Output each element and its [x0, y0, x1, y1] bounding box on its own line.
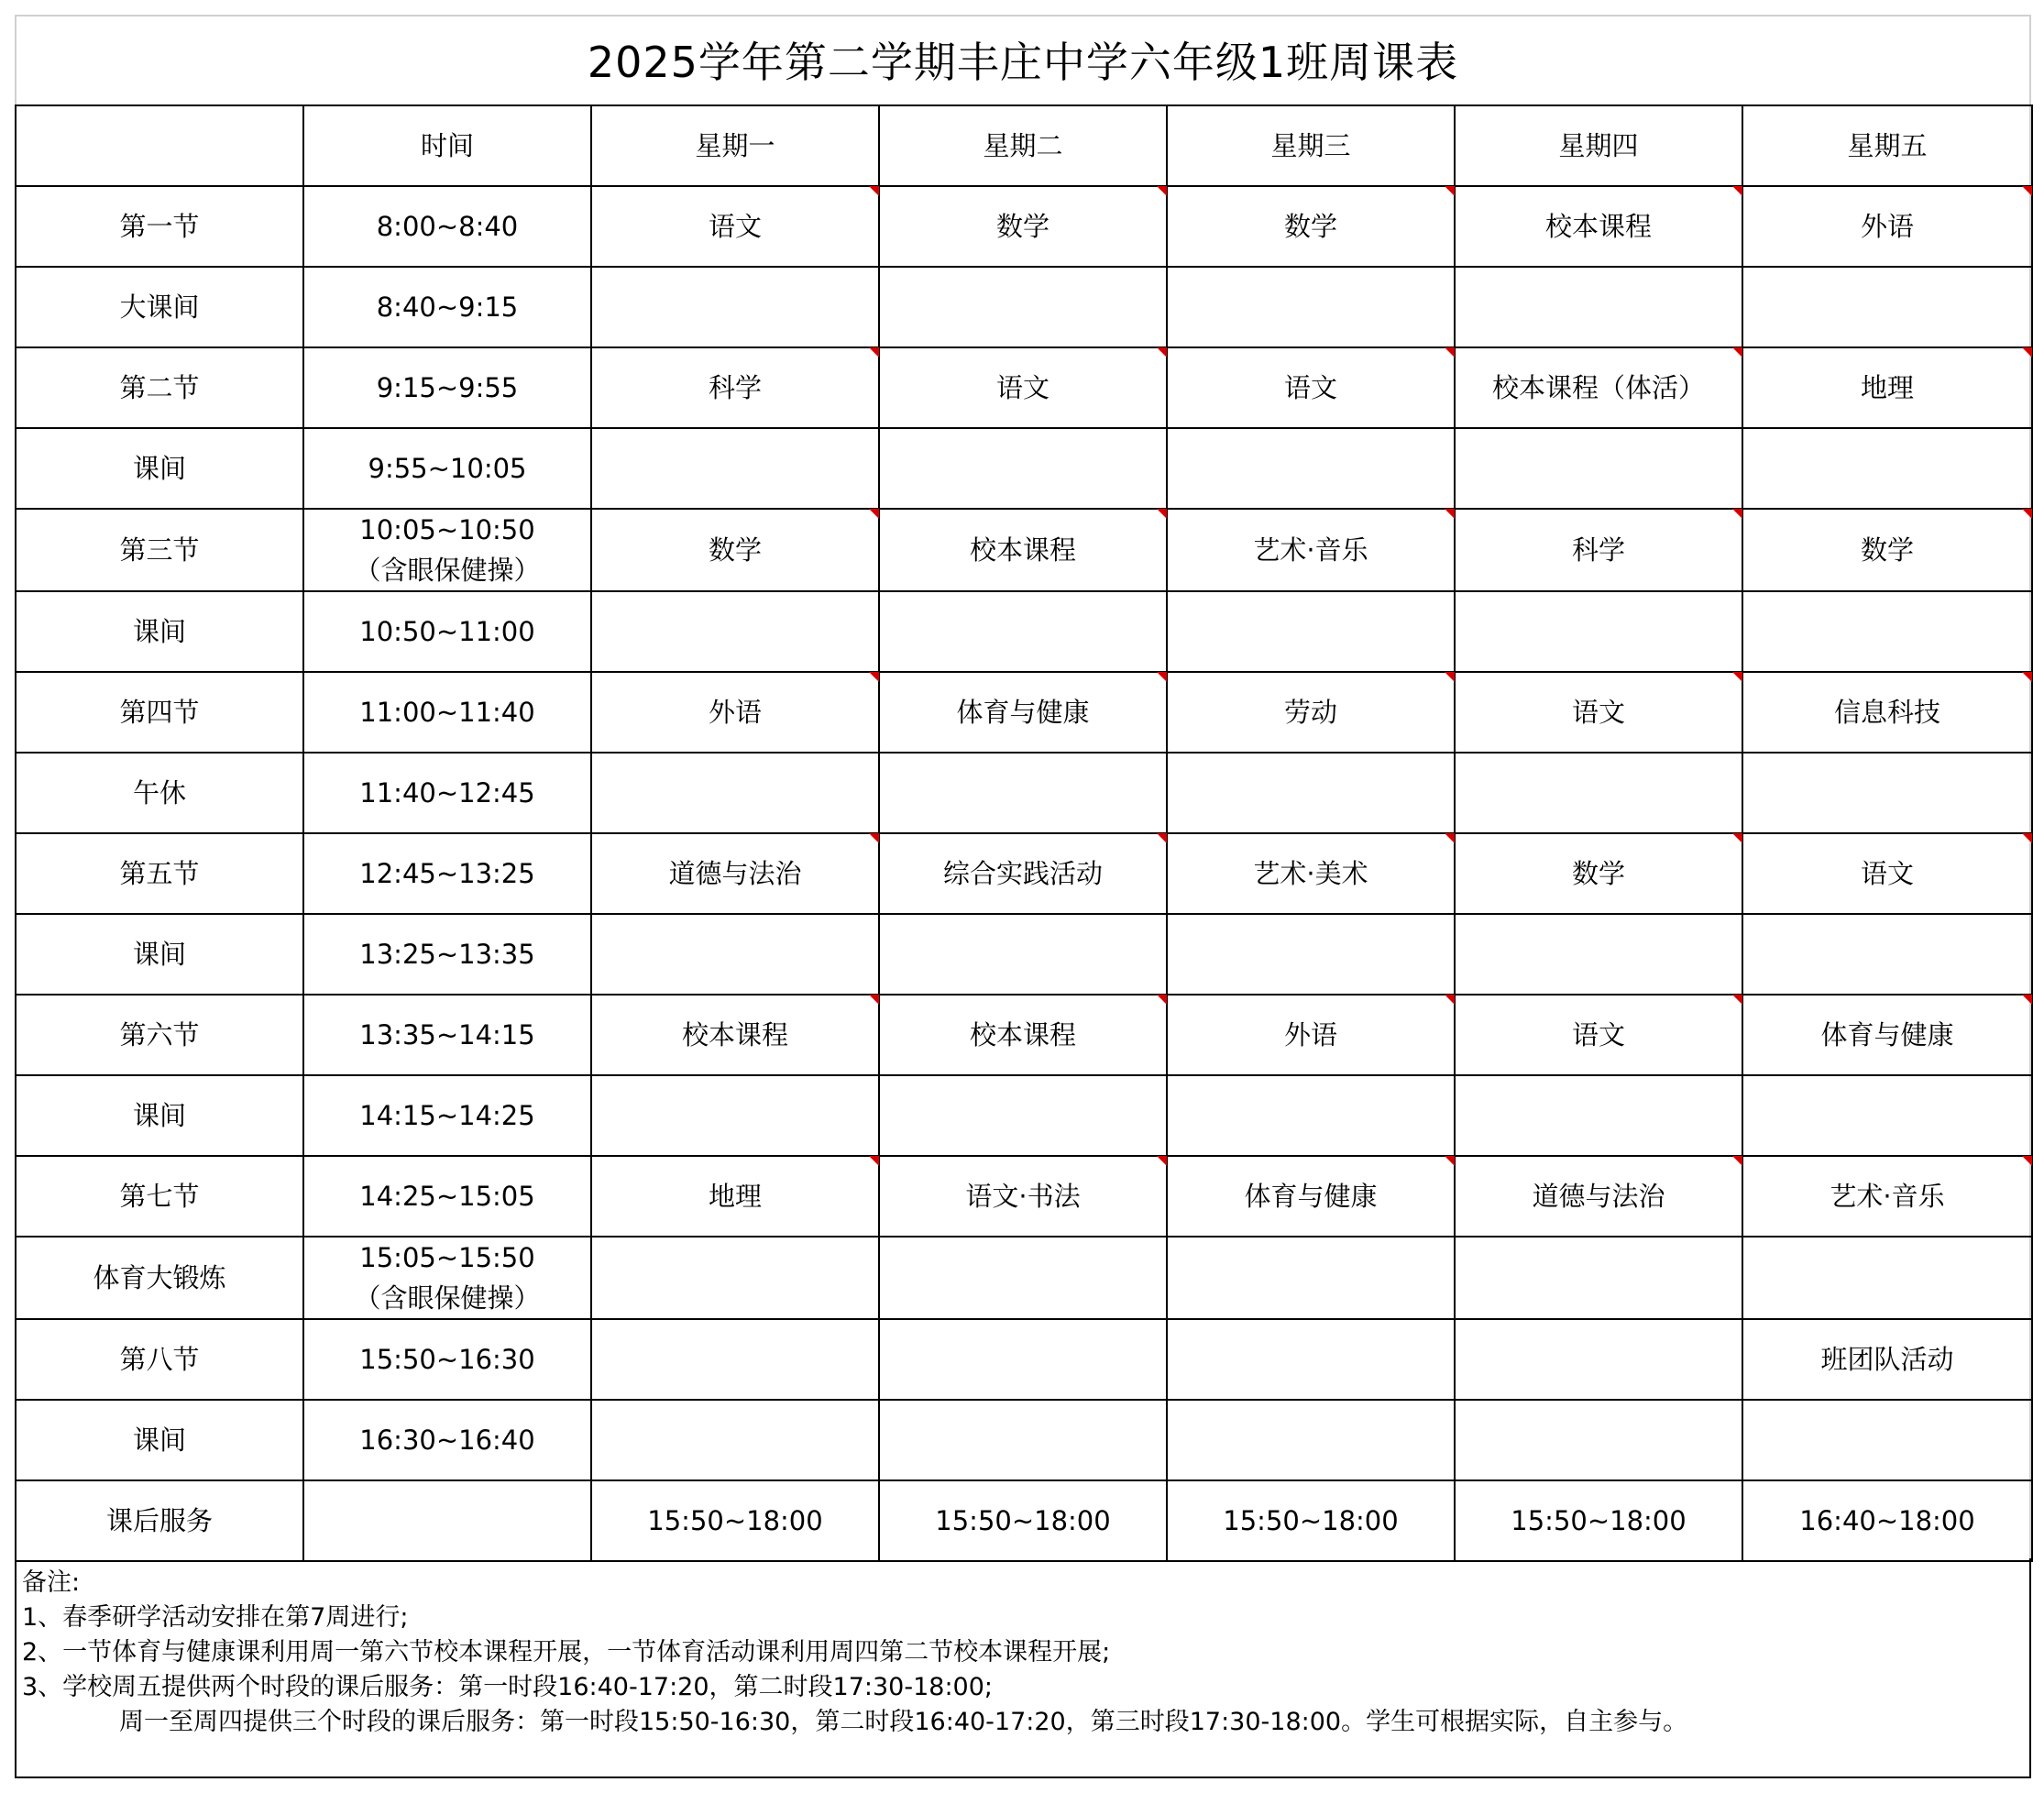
time-cell[interactable] [303, 1400, 591, 1480]
course-text: 语文 [1571, 1019, 1625, 1050]
course-cell[interactable] [879, 672, 1167, 753]
period-label-cell[interactable]: 课间 [16, 1400, 303, 1480]
table-row [16, 186, 2032, 267]
course-cell[interactable] [1742, 753, 2032, 833]
course-cell[interactable] [1742, 428, 2032, 509]
course-cell[interactable] [879, 1400, 1167, 1480]
course-cell[interactable] [1742, 1319, 2032, 1400]
course-cell[interactable] [591, 1156, 879, 1237]
time-range: 11:00~11:40 [359, 697, 535, 728]
course-cell[interactable] [1742, 995, 2032, 1075]
table-row [16, 914, 2032, 995]
table-row [16, 1319, 2032, 1400]
time-range: 10:50~11:00 [359, 616, 535, 647]
comment-marker-icon[interactable] [1157, 347, 1167, 358]
course-text: 艺术·美术 [1253, 858, 1368, 889]
course-text: 劳动 [1283, 697, 1337, 728]
course-cell[interactable] [1742, 672, 2032, 753]
course-cell[interactable] [1455, 267, 1742, 347]
page-title: 2025学年第二学期丰庄中学六年级1班周课表 [587, 38, 1459, 87]
time-range: 9:55~10:05 [368, 453, 527, 484]
time-range: 12:45~13:25 [359, 858, 535, 889]
course-cell[interactable] [1742, 591, 2032, 672]
course-cell[interactable] [1455, 186, 1742, 267]
course-cell[interactable] [591, 995, 879, 1075]
table-row [16, 347, 2032, 428]
comment-marker-icon[interactable] [2022, 995, 2032, 1005]
course-cell[interactable] [1167, 1480, 1455, 1561]
course-cell[interactable] [879, 995, 1167, 1075]
course-text: 数学 [1283, 211, 1337, 242]
table-row [16, 1400, 2032, 1480]
time-range: 9:15~9:55 [376, 372, 519, 403]
course-text: 艺术·音乐 [1253, 534, 1368, 566]
time-cell[interactable] [303, 1075, 591, 1156]
course-text: 语文 [1571, 697, 1625, 728]
period-label-cell[interactable]: 体育大锻炼 [16, 1237, 303, 1319]
course-text: 校本课程（体活） [1491, 372, 1705, 403]
course-text: 艺术·音乐 [1830, 1181, 1945, 1212]
comment-marker-icon[interactable] [869, 995, 879, 1005]
course-cell[interactable] [1742, 833, 2032, 914]
header-cell-monday[interactable]: 星期一 [591, 105, 879, 186]
course-text: 语文 [708, 211, 762, 242]
comment-marker-icon[interactable] [1445, 186, 1455, 196]
table-row [16, 1480, 2032, 1561]
course-cell[interactable] [1167, 1075, 1455, 1156]
course-cell[interactable] [1742, 1075, 2032, 1156]
notes-line-3: 3、学校周五提供两个时段的课后服务：第一时段16:40-17:20，第二时段17:30-18:00; [22, 1673, 993, 1701]
table-row [16, 833, 2032, 914]
comment-marker-icon[interactable] [1445, 672, 1455, 682]
course-cell[interactable] [591, 347, 879, 428]
time-range: 11:40~12:45 [359, 777, 535, 808]
course-cell[interactable] [1455, 591, 1742, 672]
comment-marker-icon[interactable] [1157, 995, 1167, 1005]
header-cell-tuesday[interactable]: 星期二 [879, 105, 1167, 186]
comment-marker-icon[interactable] [869, 186, 879, 196]
table-row [16, 267, 2032, 347]
course-cell[interactable] [879, 509, 1167, 591]
time-range: 8:40~9:15 [376, 292, 519, 323]
course-cell[interactable] [1167, 672, 1455, 753]
course-text: 语文 [995, 372, 1049, 403]
time-cell[interactable] [303, 995, 591, 1075]
period-label-cell[interactable]: 大课间 [16, 267, 303, 347]
comment-marker-icon[interactable] [1157, 672, 1167, 682]
course-cell[interactable] [879, 914, 1167, 995]
table-row [16, 591, 2032, 672]
course-text: 15:50~18:00 [935, 1505, 1111, 1536]
header-cell-friday[interactable]: 星期五 [1742, 105, 2032, 186]
course-text: 地理 [708, 1181, 762, 1212]
time-range: 8:00~8:40 [376, 211, 519, 242]
comment-marker-icon[interactable] [1445, 833, 1455, 843]
period-label-cell[interactable]: 课间 [16, 591, 303, 672]
period-label-cell[interactable]: 第五节 [16, 833, 303, 914]
time-cell[interactable] [303, 1319, 591, 1400]
comment-marker-icon[interactable] [869, 672, 879, 682]
course-cell[interactable] [591, 833, 879, 914]
table-row [16, 753, 2032, 833]
course-text: 校本课程 [969, 534, 1076, 566]
course-cell[interactable] [1742, 1156, 2032, 1237]
course-text: 校本课程 [681, 1019, 788, 1050]
period-label-cell[interactable]: 课间 [16, 428, 303, 509]
course-cell[interactable] [879, 1480, 1167, 1561]
comment-marker-icon[interactable] [869, 1156, 879, 1166]
course-cell[interactable] [1455, 428, 1742, 509]
course-cell[interactable] [879, 1319, 1167, 1400]
comment-marker-icon[interactable] [1732, 995, 1742, 1005]
course-cell[interactable] [1167, 1319, 1455, 1400]
course-cell[interactable] [1742, 267, 2032, 347]
course-cell[interactable] [1167, 1400, 1455, 1480]
comment-marker-icon[interactable] [1732, 347, 1742, 358]
comment-marker-icon[interactable] [1445, 995, 1455, 1005]
period-label-cell[interactable]: 第七节 [16, 1156, 303, 1237]
course-text: 数学 [1860, 534, 1914, 566]
comment-marker-icon[interactable] [1732, 509, 1742, 519]
course-cell[interactable] [1167, 914, 1455, 995]
time-cell[interactable] [303, 267, 591, 347]
course-cell[interactable] [879, 1075, 1167, 1156]
time-cell[interactable] [303, 186, 591, 267]
course-cell[interactable] [879, 1237, 1167, 1319]
course-text: 道德与法治 [668, 858, 802, 889]
course-cell[interactable] [1167, 833, 1455, 914]
course-cell[interactable] [591, 1237, 879, 1319]
course-cell[interactable] [1455, 1237, 1742, 1319]
table-row [16, 672, 2032, 753]
course-text: 信息科技 [1833, 697, 1940, 728]
course-cell[interactable] [1167, 1237, 1455, 1319]
comment-marker-icon[interactable] [1445, 347, 1455, 358]
table-row [16, 995, 2032, 1075]
course-cell[interactable] [1455, 995, 1742, 1075]
table-row [16, 1156, 2032, 1237]
course-text: 语文·书法 [965, 1181, 1081, 1212]
notes-section[interactable] [15, 1558, 2031, 1778]
course-cell[interactable] [1167, 509, 1455, 591]
course-text: 体育与健康 [1820, 1019, 1954, 1050]
course-cell[interactable] [591, 753, 879, 833]
comment-marker-icon[interactable] [869, 347, 879, 358]
period-label-cell[interactable]: 课后服务 [16, 1480, 303, 1561]
course-cell[interactable] [1742, 914, 2032, 995]
comment-marker-icon[interactable] [869, 833, 879, 843]
course-cell[interactable] [591, 428, 879, 509]
comment-marker-icon[interactable] [1445, 1156, 1455, 1166]
course-cell[interactable] [1167, 591, 1455, 672]
course-cell[interactable] [1455, 1075, 1742, 1156]
time-cell[interactable] [303, 347, 591, 428]
comment-marker-icon[interactable] [2022, 186, 2032, 196]
comment-marker-icon[interactable] [1732, 186, 1742, 196]
course-cell[interactable] [1455, 753, 1742, 833]
course-text: 校本课程 [1544, 211, 1652, 242]
course-cell[interactable] [591, 186, 879, 267]
course-cell[interactable] [591, 672, 879, 753]
time-range: 15:50~16:30 [359, 1344, 535, 1375]
table-row [16, 428, 2032, 509]
comment-marker-icon[interactable] [2022, 509, 2032, 519]
course-text: 地理 [1860, 372, 1914, 403]
course-text: 数学 [708, 534, 762, 566]
course-text: 外语 [1283, 1019, 1337, 1050]
course-cell[interactable] [879, 753, 1167, 833]
course-cell[interactable] [879, 267, 1167, 347]
period-label-cell[interactable]: 课间 [16, 1075, 303, 1156]
time-note: （含眼保健操） [354, 1282, 541, 1314]
comment-marker-icon[interactable] [1732, 672, 1742, 682]
comment-marker-icon[interactable] [2022, 672, 2032, 682]
course-cell[interactable] [1455, 914, 1742, 995]
course-cell[interactable] [1167, 753, 1455, 833]
course-cell[interactable] [591, 1075, 879, 1156]
course-cell[interactable] [591, 1480, 879, 1561]
table-row [16, 1075, 2032, 1156]
course-cell[interactable] [1742, 509, 2032, 591]
course-text: 数学 [995, 211, 1049, 242]
time-cell[interactable] [303, 833, 591, 914]
course-cell[interactable] [879, 428, 1167, 509]
comment-marker-icon[interactable] [1157, 833, 1167, 843]
header-cell-wednesday[interactable]: 星期三 [1167, 105, 1455, 186]
time-note: （含眼保健操） [354, 555, 541, 586]
course-cell[interactable] [879, 833, 1167, 914]
course-cell[interactable] [1742, 347, 2032, 428]
time-range: 13:25~13:35 [359, 939, 535, 970]
time-cell[interactable] [303, 591, 591, 672]
course-text: 体育与健康 [956, 697, 1090, 728]
time-cell[interactable] [303, 753, 591, 833]
period-label-cell[interactable]: 第二节 [16, 347, 303, 428]
course-cell[interactable] [591, 591, 879, 672]
header-row [16, 105, 2032, 186]
period-label-cell[interactable]: 第三节 [16, 509, 303, 591]
course-text: 15:50~18:00 [647, 1505, 823, 1536]
comment-marker-icon[interactable] [2022, 833, 2032, 843]
time-range: 13:35~14:15 [359, 1019, 535, 1050]
course-cell[interactable] [1167, 428, 1455, 509]
time-cell[interactable] [303, 914, 591, 995]
course-text: 外语 [1860, 211, 1914, 242]
period-label-cell[interactable]: 第一节 [16, 186, 303, 267]
course-text: 15:50~18:00 [1511, 1505, 1687, 1536]
course-cell[interactable] [591, 509, 879, 591]
course-text: 体育与健康 [1244, 1181, 1378, 1212]
course-cell[interactable] [1455, 833, 1742, 914]
table-row [16, 1237, 2032, 1319]
course-cell[interactable] [1455, 1480, 1742, 1561]
course-text: 班团队活动 [1820, 1344, 1954, 1375]
time-range: 10:05~10:50 [359, 514, 535, 545]
course-text: 科学 [1571, 534, 1625, 566]
course-cell[interactable] [1167, 267, 1455, 347]
course-cell[interactable] [1455, 1156, 1742, 1237]
notes-line-1: 1、春季研学活动安排在第7周进行; [22, 1603, 409, 1632]
course-cell[interactable] [879, 1156, 1167, 1237]
course-cell[interactable] [1167, 347, 1455, 428]
comment-marker-icon[interactable] [1157, 509, 1167, 519]
comment-marker-icon[interactable] [1157, 186, 1167, 196]
course-cell[interactable] [1167, 995, 1455, 1075]
course-text: 数学 [1571, 858, 1625, 889]
course-cell[interactable] [879, 347, 1167, 428]
time-range: 16:30~16:40 [359, 1424, 535, 1456]
time-cell[interactable] [303, 672, 591, 753]
period-label-cell[interactable]: 第四节 [16, 672, 303, 753]
notes-heading: 备注: [22, 1568, 81, 1597]
comment-marker-icon[interactable] [2022, 1156, 2032, 1166]
course-cell[interactable] [1455, 672, 1742, 753]
time-cell[interactable] [303, 1480, 591, 1561]
course-cell[interactable] [879, 186, 1167, 267]
comment-marker-icon[interactable] [1157, 1156, 1167, 1166]
course-cell[interactable] [1742, 186, 2032, 267]
course-cell[interactable] [591, 1400, 879, 1480]
comment-marker-icon[interactable] [2022, 347, 2032, 358]
comment-marker-icon[interactable] [1732, 1156, 1742, 1166]
comment-marker-icon[interactable] [1732, 833, 1742, 843]
schedule-table [15, 104, 2033, 1562]
course-text: 校本课程 [969, 1019, 1076, 1050]
course-text: 综合实践活动 [942, 858, 1103, 889]
course-cell[interactable] [1455, 1400, 1742, 1480]
header-cell-time[interactable]: 时间 [303, 105, 591, 186]
course-text: 科学 [708, 372, 762, 403]
time-range: 14:15~14:25 [359, 1100, 535, 1131]
course-text: 16:40~18:00 [1799, 1505, 1975, 1536]
course-cell[interactable] [1455, 509, 1742, 591]
time-range: 15:05~15:50 [359, 1242, 535, 1273]
time-cell[interactable] [303, 509, 591, 591]
time-cell[interactable] [303, 1156, 591, 1237]
course-cell[interactable] [1167, 186, 1455, 267]
header-cell-thursday[interactable]: 星期四 [1455, 105, 1742, 186]
comment-marker-icon[interactable] [869, 509, 879, 519]
course-cell[interactable] [1455, 347, 1742, 428]
course-cell[interactable] [1455, 1319, 1742, 1400]
course-cell[interactable] [591, 1319, 879, 1400]
period-label-cell[interactable]: 午休 [16, 753, 303, 833]
course-text: 外语 [708, 697, 762, 728]
course-cell[interactable] [1167, 1156, 1455, 1237]
course-cell[interactable] [1742, 1237, 2032, 1319]
course-text: 道德与法治 [1532, 1181, 1665, 1212]
time-range: 14:25~15:05 [359, 1181, 535, 1212]
time-cell[interactable] [303, 428, 591, 509]
course-cell[interactable] [1742, 1400, 2032, 1480]
notes-line-2: 2、一节体育与健康课利用周一第六节校本课程开展，一节体育活动课利用周四第二节校本课程开展; [22, 1638, 1111, 1666]
course-cell[interactable] [591, 267, 879, 347]
notes-line-4: 周一至周四提供三个时段的课后服务：第一时段15:50-16:30，第二时段16:40-17:20，第三时段17:30-18:00。学生可根据实际，自主参与。 [119, 1708, 1688, 1736]
period-label-cell[interactable]: 课间 [16, 914, 303, 995]
time-cell[interactable] [303, 1237, 591, 1319]
comment-marker-icon[interactable] [1445, 509, 1455, 519]
period-label-cell[interactable]: 第六节 [16, 995, 303, 1075]
period-label-cell[interactable]: 第八节 [16, 1319, 303, 1400]
header-cell-blank[interactable] [16, 105, 303, 186]
course-cell[interactable] [591, 914, 879, 995]
course-cell[interactable] [1742, 1480, 2032, 1561]
course-text: 15:50~18:00 [1223, 1505, 1399, 1536]
course-text: 语文 [1283, 372, 1337, 403]
course-cell[interactable] [879, 591, 1167, 672]
course-text: 语文 [1860, 858, 1914, 889]
table-row [16, 509, 2032, 591]
